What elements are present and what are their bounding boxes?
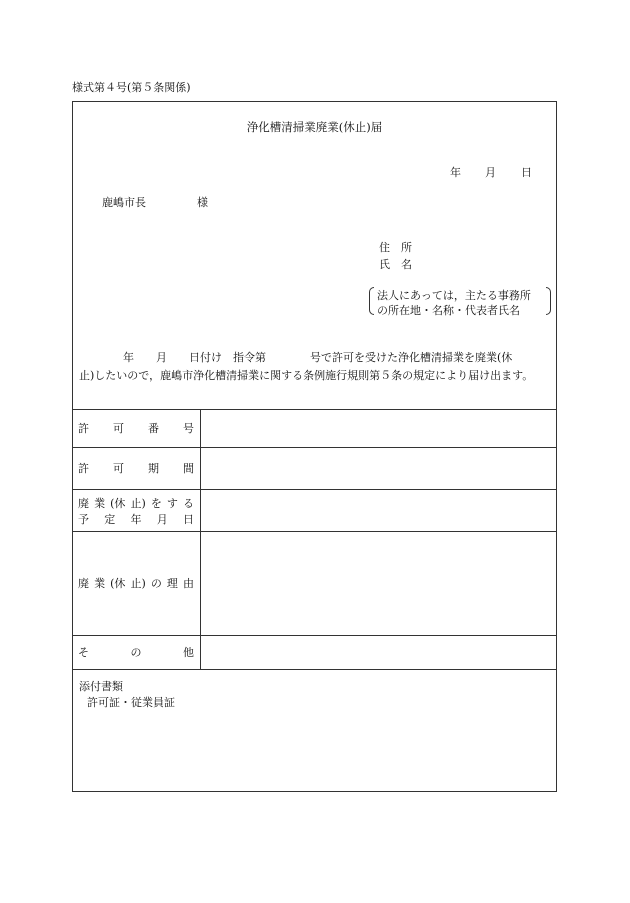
notification-form xyxy=(72,101,557,792)
address-label: 住 所 xyxy=(379,241,412,254)
reason-field[interactable] xyxy=(201,531,557,635)
declaration-text xyxy=(79,349,552,385)
form-number: 様式第４号(第５条関係) xyxy=(72,81,191,94)
scheduled-date-field[interactable] xyxy=(201,489,557,531)
form-title: 浄化槽清掃業廃業(休止)届 xyxy=(246,120,383,134)
declaration-line1: 年 月 日付け 指令第 号で許可を受けた浄化槽清掃業を廃業(休 xyxy=(79,351,513,364)
declaration-line2: 止)したいので，鹿嶋市浄化槽清掃業に関する条例施行規則第５条の規定により届け出ます。 xyxy=(79,369,534,382)
permit-number-label: 許 可 番 号 xyxy=(78,422,194,435)
reason-label: 廃 業 (休 止) の 理 由 xyxy=(78,577,194,590)
attachments-title: 添付書類 xyxy=(79,680,123,693)
scheduled-date-label-line2: 予 定 年 月 日 xyxy=(78,513,194,526)
name-label: 氏 名 xyxy=(379,258,412,271)
addressee-name: 鹿嶋市長 xyxy=(102,196,146,209)
attachments-field[interactable] xyxy=(73,670,557,791)
addressee-honorific: 様 xyxy=(197,196,208,209)
date-year-label: 年 xyxy=(450,166,461,179)
date-day-label: 日 xyxy=(521,166,532,179)
attachments-content: 許可証・従業員証 xyxy=(87,696,175,709)
note-bracket-right xyxy=(546,287,551,315)
corporate-note-line2: の所在地・名称・代表者氏名 xyxy=(377,304,520,317)
permit-period-field[interactable] xyxy=(201,447,557,489)
other-field[interactable] xyxy=(201,635,557,669)
corporate-note-line1: 法人にあっては，主たる事務所 xyxy=(377,289,531,302)
note-bracket-left xyxy=(369,287,374,315)
date-month-label: 月 xyxy=(485,166,496,179)
other-label: そ の 他 xyxy=(78,646,194,659)
permit-period-label: 許 可 期 間 xyxy=(78,462,194,475)
scheduled-date-label-line1: 廃 業 (休 止) を す る xyxy=(78,497,194,510)
permit-number-field[interactable] xyxy=(201,409,557,447)
